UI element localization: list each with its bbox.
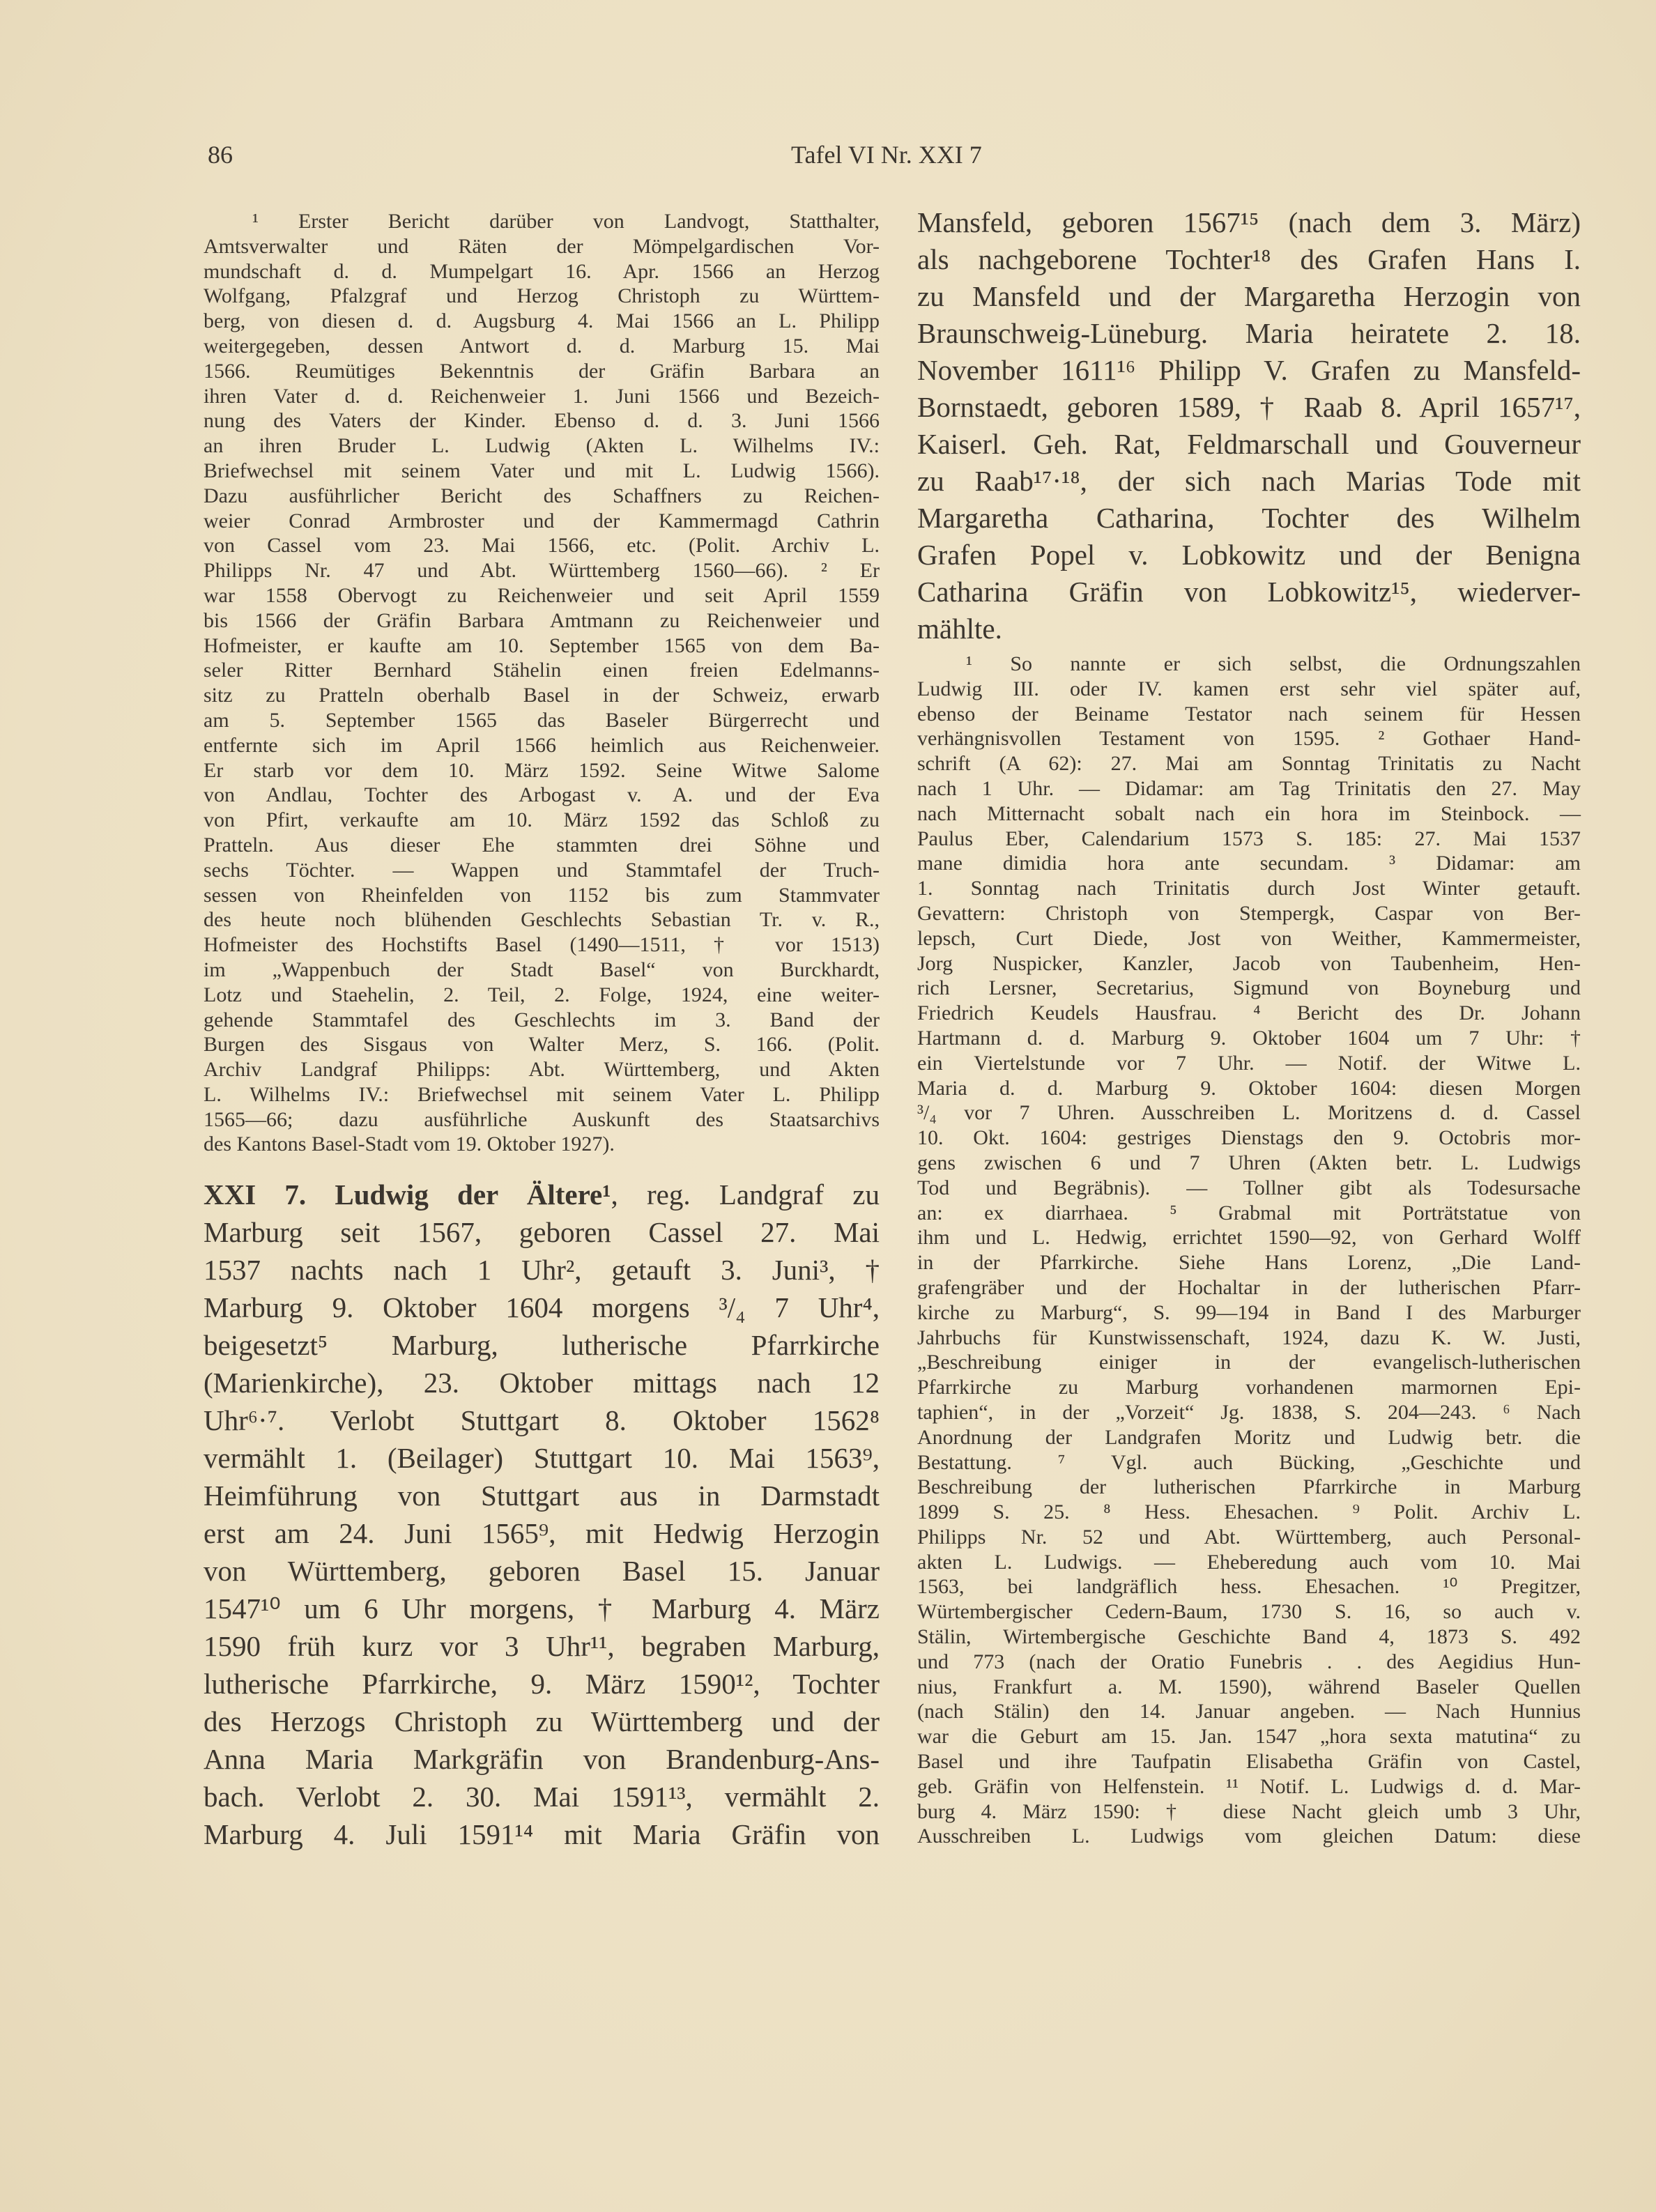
entry-text-line: von Württemberg, geboren Basel 15. Januar xyxy=(204,1555,880,1587)
footnote-line: Philipps Nr. 47 und Abt. Württemberg 1560—66). ² Er xyxy=(204,559,880,583)
footnote-line: Ausschreiben L. Ludwigs vom gleichen Datum: diese xyxy=(917,1825,1581,1848)
footnote-line: Maria d. d. Marburg 9. Oktober 1604: diesen Morgen xyxy=(917,1076,1581,1100)
footnote-line: taphien“, in der „Vorzeit“ Jg. 1838, S. 204—243. ⁶ Nach xyxy=(917,1400,1581,1424)
footnote-line: Pfarrkirche zu Marburg vorhandenen marmornen Epi- xyxy=(917,1376,1581,1399)
entry-heading: XXI 7. Ludwig der Ältere¹ xyxy=(204,1178,611,1211)
footnote-line: an: ex diarrhaea. ⁵ Grabmal mit Porträtstatue von xyxy=(917,1201,1581,1224)
footnote-line: Philipps Nr. 52 und Abt. Württemberg, auch Personal- xyxy=(917,1525,1581,1549)
footnote-line: von Cassel vom 23. Mai 1566, etc. (Polit. Archiv L. xyxy=(204,534,880,558)
entry-text-line: Bornstaedt, geboren 1589, † Raab 8. April 1657¹⁷, xyxy=(917,391,1581,423)
entry-text-line: Heimführung von Stuttgart aus in Darmstadt xyxy=(204,1480,880,1512)
footnote-line: „Beschreibung einiger in der evangelisch-lutherischen xyxy=(917,1351,1581,1374)
footnote-line: 1565—66; dazu ausführliche Auskunft des Staatsarchivs xyxy=(204,1107,880,1131)
footnote-line: war 1558 Obervogt zu Reichenweier und seit April 1559 xyxy=(204,583,880,607)
entry-text-line: lutherische Pfarrkirche, 9. März 1590¹², Tochter xyxy=(204,1668,880,1700)
entry-text-line: Marburg seit 1567, geboren Cassel 27. Mai xyxy=(204,1216,880,1248)
footnote-line: ihm und L. Hedwig, errichtet 1590—92, von Gerhard Wolff xyxy=(917,1226,1581,1250)
footnote-line: Bestattung. ⁷ Vgl. auch Bücking, „Geschichte und xyxy=(917,1450,1581,1474)
footnote-line: Pratteln. Aus dieser Ehe stammten drei Söhne und xyxy=(204,833,880,857)
entry-text-line: zu Raab¹⁷·¹⁸, der sich nach Marias Tode mit xyxy=(917,465,1581,497)
entry-text-line: November 1611¹⁶ Philipp V. Grafen zu Mansfeld- xyxy=(917,354,1581,386)
footnote-line: weitergegeben, dessen Antwort d. d. Marburg 15. Mai xyxy=(204,334,880,358)
entry-heading-line xyxy=(204,1176,880,1213)
footnote-line: gehende Stammtafel des Geschlechts im 3. Band der xyxy=(204,1008,880,1031)
entry-text-line: bach. Verlobt 2. 30. Mai 1591¹³, vermählt 2. xyxy=(204,1781,880,1813)
footnote-line: berg, von diesen d. d. Augsburg 4. Mai 1566 an L. Philipp xyxy=(204,309,880,333)
entry-text-line: Braunschweig-Lüneburg. Maria heiratete 2. 18. xyxy=(917,317,1581,349)
left-footnotes xyxy=(204,209,880,1157)
entry-text-line: Anna Maria Markgräfin von Brandenburg-Ans- xyxy=(204,1743,880,1775)
entry-text-line: (Marienkirche), 23. Oktober mittags nach 12 xyxy=(204,1367,880,1399)
footnote-line: Friedrich Keudels Hausfrau. ⁴ Bericht des Dr. Johann xyxy=(917,1001,1581,1025)
footnote-line: (nach Stälin) den 14. Januar angeben. — Nach Hunnius xyxy=(917,1700,1581,1723)
entry-text-line: zu Mansfeld und der Margaretha Herzogin von xyxy=(917,280,1581,312)
footnote-line: grafengräber und der Hochaltar in der lutherischen Pfarr- xyxy=(917,1275,1581,1299)
footnote-line: mundschaft d. d. Mumpelgart 16. Apr. 1566 an Herzog xyxy=(204,259,880,283)
footnote-line: ¹ So nannte er sich selbst, die Ordnungszahlen xyxy=(966,652,1581,675)
footnote-line: bis 1566 der Gräfin Barbara Amtmann zu Reichenweier und xyxy=(204,608,880,632)
footnote-line: weier Conrad Armbroster und der Kammermagd Cathrin xyxy=(204,509,880,532)
footnote-line: war die Geburt am 15. Jan. 1547 „hora sexta matutina“ zu xyxy=(917,1725,1581,1749)
footnote-line: schrift (A 62): 27. Mai am Sonntag Trinitatis zu Nacht xyxy=(917,752,1581,776)
footnote-line: nung des Vaters der Kinder. Ebenso d. d. 3. Juni 1566 xyxy=(204,409,880,433)
footnote-line: ³/₄ vor 7 Uhren. Ausschreiben L. Moritzens d. d. Cassel xyxy=(917,1101,1581,1125)
footnote-line: mane dimidia hora ante secundam. ³ Didamar: am xyxy=(917,852,1581,875)
footnote-line: ihren Vater d. d. Reichenweier 1. Juni 1566 und Bezeich- xyxy=(204,384,880,408)
genealogy-entry-continued xyxy=(917,204,1581,647)
footnote-line: Anordnung der Landgrafen Moritz und Ludwig betr. die xyxy=(917,1425,1581,1449)
footnote-line: Wolfgang, Pfalzgraf und Herzog Christoph zu Württem- xyxy=(204,284,880,308)
footnote-line: des heute noch blühenden Geschlechts Sebastian Tr. v. R., xyxy=(204,908,880,932)
footnote-line: burg 4. März 1590: † diese Nacht gleich umb 3 Uhr, xyxy=(917,1799,1581,1823)
footnote-line: nach Mitternacht sobalt nach ein hora im Steinbock. — xyxy=(917,801,1581,825)
footnote-line: ebenso der Beiname Testator nach seinem für Hessen xyxy=(917,702,1581,725)
footnote-line: Dazu ausführlicher Bericht des Schaffners zu Reichen- xyxy=(204,484,880,507)
footnote-line: im „Wappenbuch der Stadt Basel“ von Burckhardt, xyxy=(204,958,880,981)
footnote-line: von Pfirt, verkaufte am 10. März 1592 das Schloß zu xyxy=(204,808,880,832)
footnote-line: sechs Töchter. — Wappen und Stammtafel der Truch- xyxy=(204,858,880,882)
footnote-line: Amtsverwalter und Räten der Mömpelgardischen Vor- xyxy=(204,234,880,258)
footnote-line: Hofmeister des Hochstifts Basel (1490—1511, † vor 1513) xyxy=(204,933,880,957)
entry-text-line: Grafen Popel v. Lobkowitz und der Benigna xyxy=(917,539,1581,571)
entry-text-line: 1590 früh kurz vor 3 Uhr¹¹, begraben Marburg, xyxy=(204,1630,880,1662)
footnote-line: Gevattern: Christoph von Stempergk, Caspar von Ber- xyxy=(917,901,1581,925)
footnote-line: sitz zu Pratteln oberhalb Basel in der Schweiz, erwarb xyxy=(204,684,880,707)
entry-text-line: mählte. xyxy=(917,613,1002,645)
footnote-line: akten L. Ludwigs. — Eheberedung auch vom 10. Mai xyxy=(917,1550,1581,1574)
footnote-line: 1899 S. 25. ⁸ Hess. Ehesachen. ⁹ Polit. Archiv L. xyxy=(917,1500,1581,1524)
footnote-line: rich Lersner, Secretarius, Sigmund von Boyneburg und xyxy=(917,976,1581,1000)
entry-heading-rest: , reg. Landgraf zu xyxy=(611,1178,880,1211)
footnote-line: ¹ Erster Bericht darüber von Landvogt, Statthalter, xyxy=(252,210,880,233)
footnote-line: Jorg Nuspicker, Kanzler, Jacob von Taubenheim, Hen- xyxy=(917,951,1581,975)
footnote-line: Stälin, Wirtembergische Geschichte Band 4, 1873 S. 492 xyxy=(917,1625,1581,1649)
entry-text-line: Mansfeld, geboren 1567¹⁵ (nach dem 3. März) xyxy=(917,206,1581,238)
footnote-line: am 5. September 1565 das Baseler Bürgerrecht und xyxy=(204,708,880,732)
genealogy-entry xyxy=(204,1176,880,1853)
footnote-line: 1. Sonntag nach Trinitatis durch Jost Winter getauft. xyxy=(917,877,1581,900)
footnote-line: des Kantons Basel-Stadt vom 19. Oktober 1927). xyxy=(204,1132,615,1156)
footnote-line: seler Ritter Bernhard Stähelin einen freien Edelmanns- xyxy=(204,659,880,682)
footnote-line: von Andlau, Tochter des Arbogast v. A. und der Eva xyxy=(204,783,880,807)
footnote-line: L. Wilhelms IV.: Briefwechsel mit seinem Vater L. Philipp xyxy=(204,1082,880,1106)
footnote-line: entfernte sich im April 1566 heimlich aus Reichenweier. xyxy=(204,733,880,757)
page-number: 86 xyxy=(208,141,233,169)
footnote-line: Ludwig III. oder IV. kamen erst sehr viel später auf, xyxy=(917,677,1581,700)
entry-text-line: 1537 nachts nach 1 Uhr², getauft 3. Juni³, † xyxy=(204,1254,880,1286)
footnote-line: nach 1 Uhr. — Didamar: am Tag Trinitatis den 27. May xyxy=(917,776,1581,800)
footnote-line: verhängnisvollen Testament von 1595. ² Gothaer Hand- xyxy=(917,727,1581,751)
footnote-line: nius, Frankfurt a. M. 1590), während Baseler Quellen xyxy=(917,1675,1581,1698)
footnote-line: Archiv Landgraf Philipps: Abt. Württemberg, und Akten xyxy=(204,1058,880,1082)
footnote-line: Burgen des Sisgaus von Walter Merz, S. 166. (Polit. xyxy=(204,1033,880,1057)
footnote-line: 10. Okt. 1604: gestriges Dienstags den 9. Octobris mor- xyxy=(917,1126,1581,1150)
footnote-line: ein Viertelstunde vor 7 Uhr. — Notif. der Witwe L. xyxy=(917,1051,1581,1075)
entry-text-line: vermählt 1. (Beilager) Stuttgart 10. Mai 1563⁹, xyxy=(204,1442,880,1474)
footnote-line: Beschreibung der lutherischen Pfarrkirche in Marburg xyxy=(917,1475,1581,1499)
running-title: Tafel VI Nr. XXI 7 xyxy=(791,141,982,169)
entry-text-line: Margaretha Catharina, Tochter des Wilhelm xyxy=(917,502,1581,534)
right-footnotes xyxy=(917,652,1581,1849)
footnote-line: 1563, bei landgräflich hess. Ehesachen. ¹⁰ Pregitzer, xyxy=(917,1575,1581,1599)
footnote-line: Tod und Begräbnis). — Tollner gibt als Todesursache xyxy=(917,1176,1581,1199)
entry-text-line: Catharina Gräfin von Lobkowitz¹⁵, wiederver- xyxy=(917,576,1581,608)
footnote-line: geb. Gräfin von Helfenstein. ¹¹ Notif. L. Ludwigs d. d. Mar- xyxy=(917,1774,1581,1798)
footnote-line: an ihren Bruder L. Ludwig (Akten L. Wilhelms IV.: xyxy=(204,434,880,458)
entry-text-line: 1547¹⁰ um 6 Uhr morgens, † Marburg 4. März xyxy=(204,1592,880,1625)
entry-text-line: Marburg 9. Oktober 1604 morgens ³/₄ 7 Uhr⁴, xyxy=(204,1291,880,1323)
footnote-line: Hartmann d. d. Marburg 9. Oktober 1604 um 7 Uhr: † xyxy=(917,1026,1581,1050)
footnote-line: in der Pfarrkirche. Siehe Hans Lorenz, „Die Land- xyxy=(917,1251,1581,1275)
entry-text-line: beigesetzt⁵ Marburg, lutherische Pfarrkirche xyxy=(204,1329,880,1361)
footnote-line: Basel und ihre Taufpatin Elisabetha Gräfin von Castel, xyxy=(917,1750,1581,1774)
entry-text-line: des Herzogs Christoph zu Württemberg und der xyxy=(204,1705,880,1737)
footnote-line: kirche zu Marburg“, S. 99—194 in Band I des Marburger xyxy=(917,1300,1581,1324)
footnote-line: Hofmeister, er kaufte am 10. September 1565 von dem Ba- xyxy=(204,633,880,657)
footnote-line: gens zwischen 6 und 7 Uhren (Akten betr. L. Ludwigs xyxy=(917,1151,1581,1174)
footnote-line: Er starb vor dem 10. März 1592. Seine Witwe Salome xyxy=(204,758,880,782)
entry-text-line: als nachgeborene Tochter¹⁸ des Grafen Hans I. xyxy=(917,243,1581,275)
footnote-line: lepsch, Curt Diede, Jost von Weither, Kammermeister, xyxy=(917,926,1581,950)
footnote-line: sessen von Rheinfelden von 1152 bis zum Stammvater xyxy=(204,883,880,907)
footnote-line: 1566. Reumütiges Bekenntnis der Gräfin Barbara an xyxy=(204,359,880,383)
footnote-line: Briefwechsel mit seinem Vater und mit L. Ludwig 1566). xyxy=(204,459,880,482)
entry-text-line: Kaiserl. Geh. Rat, Feldmarschall und Gouverneur xyxy=(917,428,1581,460)
footnote-line: Lotz und Staehelin, 2. Teil, 2. Folge, 1924, eine weiter- xyxy=(204,983,880,1006)
footnote-line: Würtembergischer Cedern-Baum, 1730 S. 16, so auch v. xyxy=(917,1600,1581,1624)
entry-text-line: Marburg 4. Juli 1591¹⁴ mit Maria Gräfin von xyxy=(204,1818,880,1850)
entry-text-line: Uhr⁶·⁷. Verlobt Stuttgart 8. Oktober 1562⁸ xyxy=(204,1404,880,1436)
footnote-line: Paulus Eber, Calendarium 1573 S. 185: 27. Mai 1537 xyxy=(917,827,1581,850)
footnote-line: und 773 (nach der Oratio Funebris . . des Aegidius Hun- xyxy=(917,1650,1581,1673)
footnote-line: Jahrbuchs für Kunstwissenschaft, 1924, dazu K. W. Justi, xyxy=(917,1326,1581,1349)
entry-text-line: erst am 24. Juni 1565⁹, mit Hedwig Herzogin xyxy=(204,1517,880,1549)
